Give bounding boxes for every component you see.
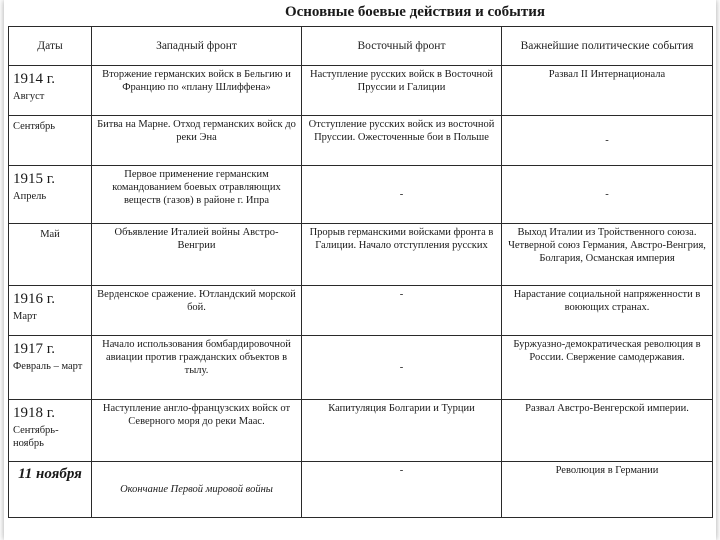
west-cell: Окончание Первой мировой войны <box>92 462 302 518</box>
west-cell: Первое применение германским командованием боевых отравляющих веществ (газов) в районе г. Ипра <box>92 166 302 224</box>
politics-cell: Буржуазно-демократическая революция в России. Свержение самодержавия. <box>502 336 713 400</box>
politics-cell: Развал II Интернационала <box>502 66 713 116</box>
politics-cell: - <box>502 166 713 224</box>
page-title: Основные боевые действия и события <box>284 4 546 20</box>
west-cell: Верденское сражение. Ютландский морской бой. <box>92 286 302 336</box>
table-row <box>9 66 713 116</box>
table-row <box>9 166 713 224</box>
west-cell: Начало использования бомбардировочной авиации против гражданских объектов в тылу. <box>92 336 302 400</box>
table-row <box>9 116 713 166</box>
date-cell <box>9 116 92 166</box>
politics-cell: - <box>502 116 713 166</box>
politics-cell: Революция в Германии <box>502 462 713 518</box>
east-cell: Наступление русских войск в Восточной Пруссии и Галиции <box>302 66 502 116</box>
date-month: Май <box>40 229 60 240</box>
header-dates: Даты <box>9 27 92 66</box>
table-row <box>9 462 713 518</box>
date-cell: 11 ноября <box>9 462 92 518</box>
date-year: 1915 г. <box>13 171 55 187</box>
date-cell <box>9 336 92 400</box>
west-cell: Объявление Италией войны Австро-Венгрии <box>92 224 302 286</box>
politics-cell: Выход Италии из Тройственного союза. Четверной союз Германия, Австро-Венгрия, Болгария, Османская империя <box>502 224 713 286</box>
date-month: Август <box>13 91 45 102</box>
header-political-events: Важнейшие политические события <box>502 27 713 66</box>
east-cell: - <box>302 286 502 336</box>
table-row <box>9 286 713 336</box>
header-western-front: Западный фронт <box>92 27 302 66</box>
date-month: Сентябрь <box>13 121 56 132</box>
date-year: 1916 г. <box>13 291 55 307</box>
date-month: Февраль – март <box>13 361 83 372</box>
west-cell: Битва на Марне. Отход германских войск до реки Эна <box>92 116 302 166</box>
date-cell <box>9 286 92 336</box>
politics-cell: Нарастание социальной напряженности в воюющих странах. <box>502 286 713 336</box>
date-year: 1917 г. <box>13 341 55 357</box>
events-table <box>8 26 713 518</box>
date-year: 1914 г. <box>13 71 55 87</box>
date-month: Апрель <box>13 191 47 202</box>
date-cell <box>9 166 92 224</box>
date-cell <box>9 224 92 286</box>
east-cell: - <box>302 462 502 518</box>
date-month: Март <box>13 311 37 322</box>
east-cell: Капитуляция Болгарии и Турции <box>302 400 502 462</box>
east-cell: - <box>302 336 502 400</box>
date-month: Сентябрь-ноябрь <box>13 425 59 449</box>
table-row <box>9 224 713 286</box>
politics-cell: Развал Австро-Венгерской империи. <box>502 400 713 462</box>
date-cell <box>9 400 92 462</box>
east-cell: Прорыв германскими войсками фронта в Галиции. Начало отступления русских <box>302 224 502 286</box>
table-header-row <box>9 27 713 66</box>
west-cell: Наступление англо-французских войск от Северного моря до реки Маас. <box>92 400 302 462</box>
date-cell <box>9 66 92 116</box>
east-cell: Отступление русских войск из восточной Пруссии. Ожесточенные бои в Польше <box>302 116 502 166</box>
table-row <box>9 336 713 400</box>
west-cell: Вторжение германских войск в Бельгию и Францию по «плану Шлиффена» <box>92 66 302 116</box>
header-eastern-front: Восточный фронт <box>302 27 502 66</box>
table-row <box>9 400 713 462</box>
east-cell: - <box>302 166 502 224</box>
date-year: 1918 г. <box>13 405 55 421</box>
